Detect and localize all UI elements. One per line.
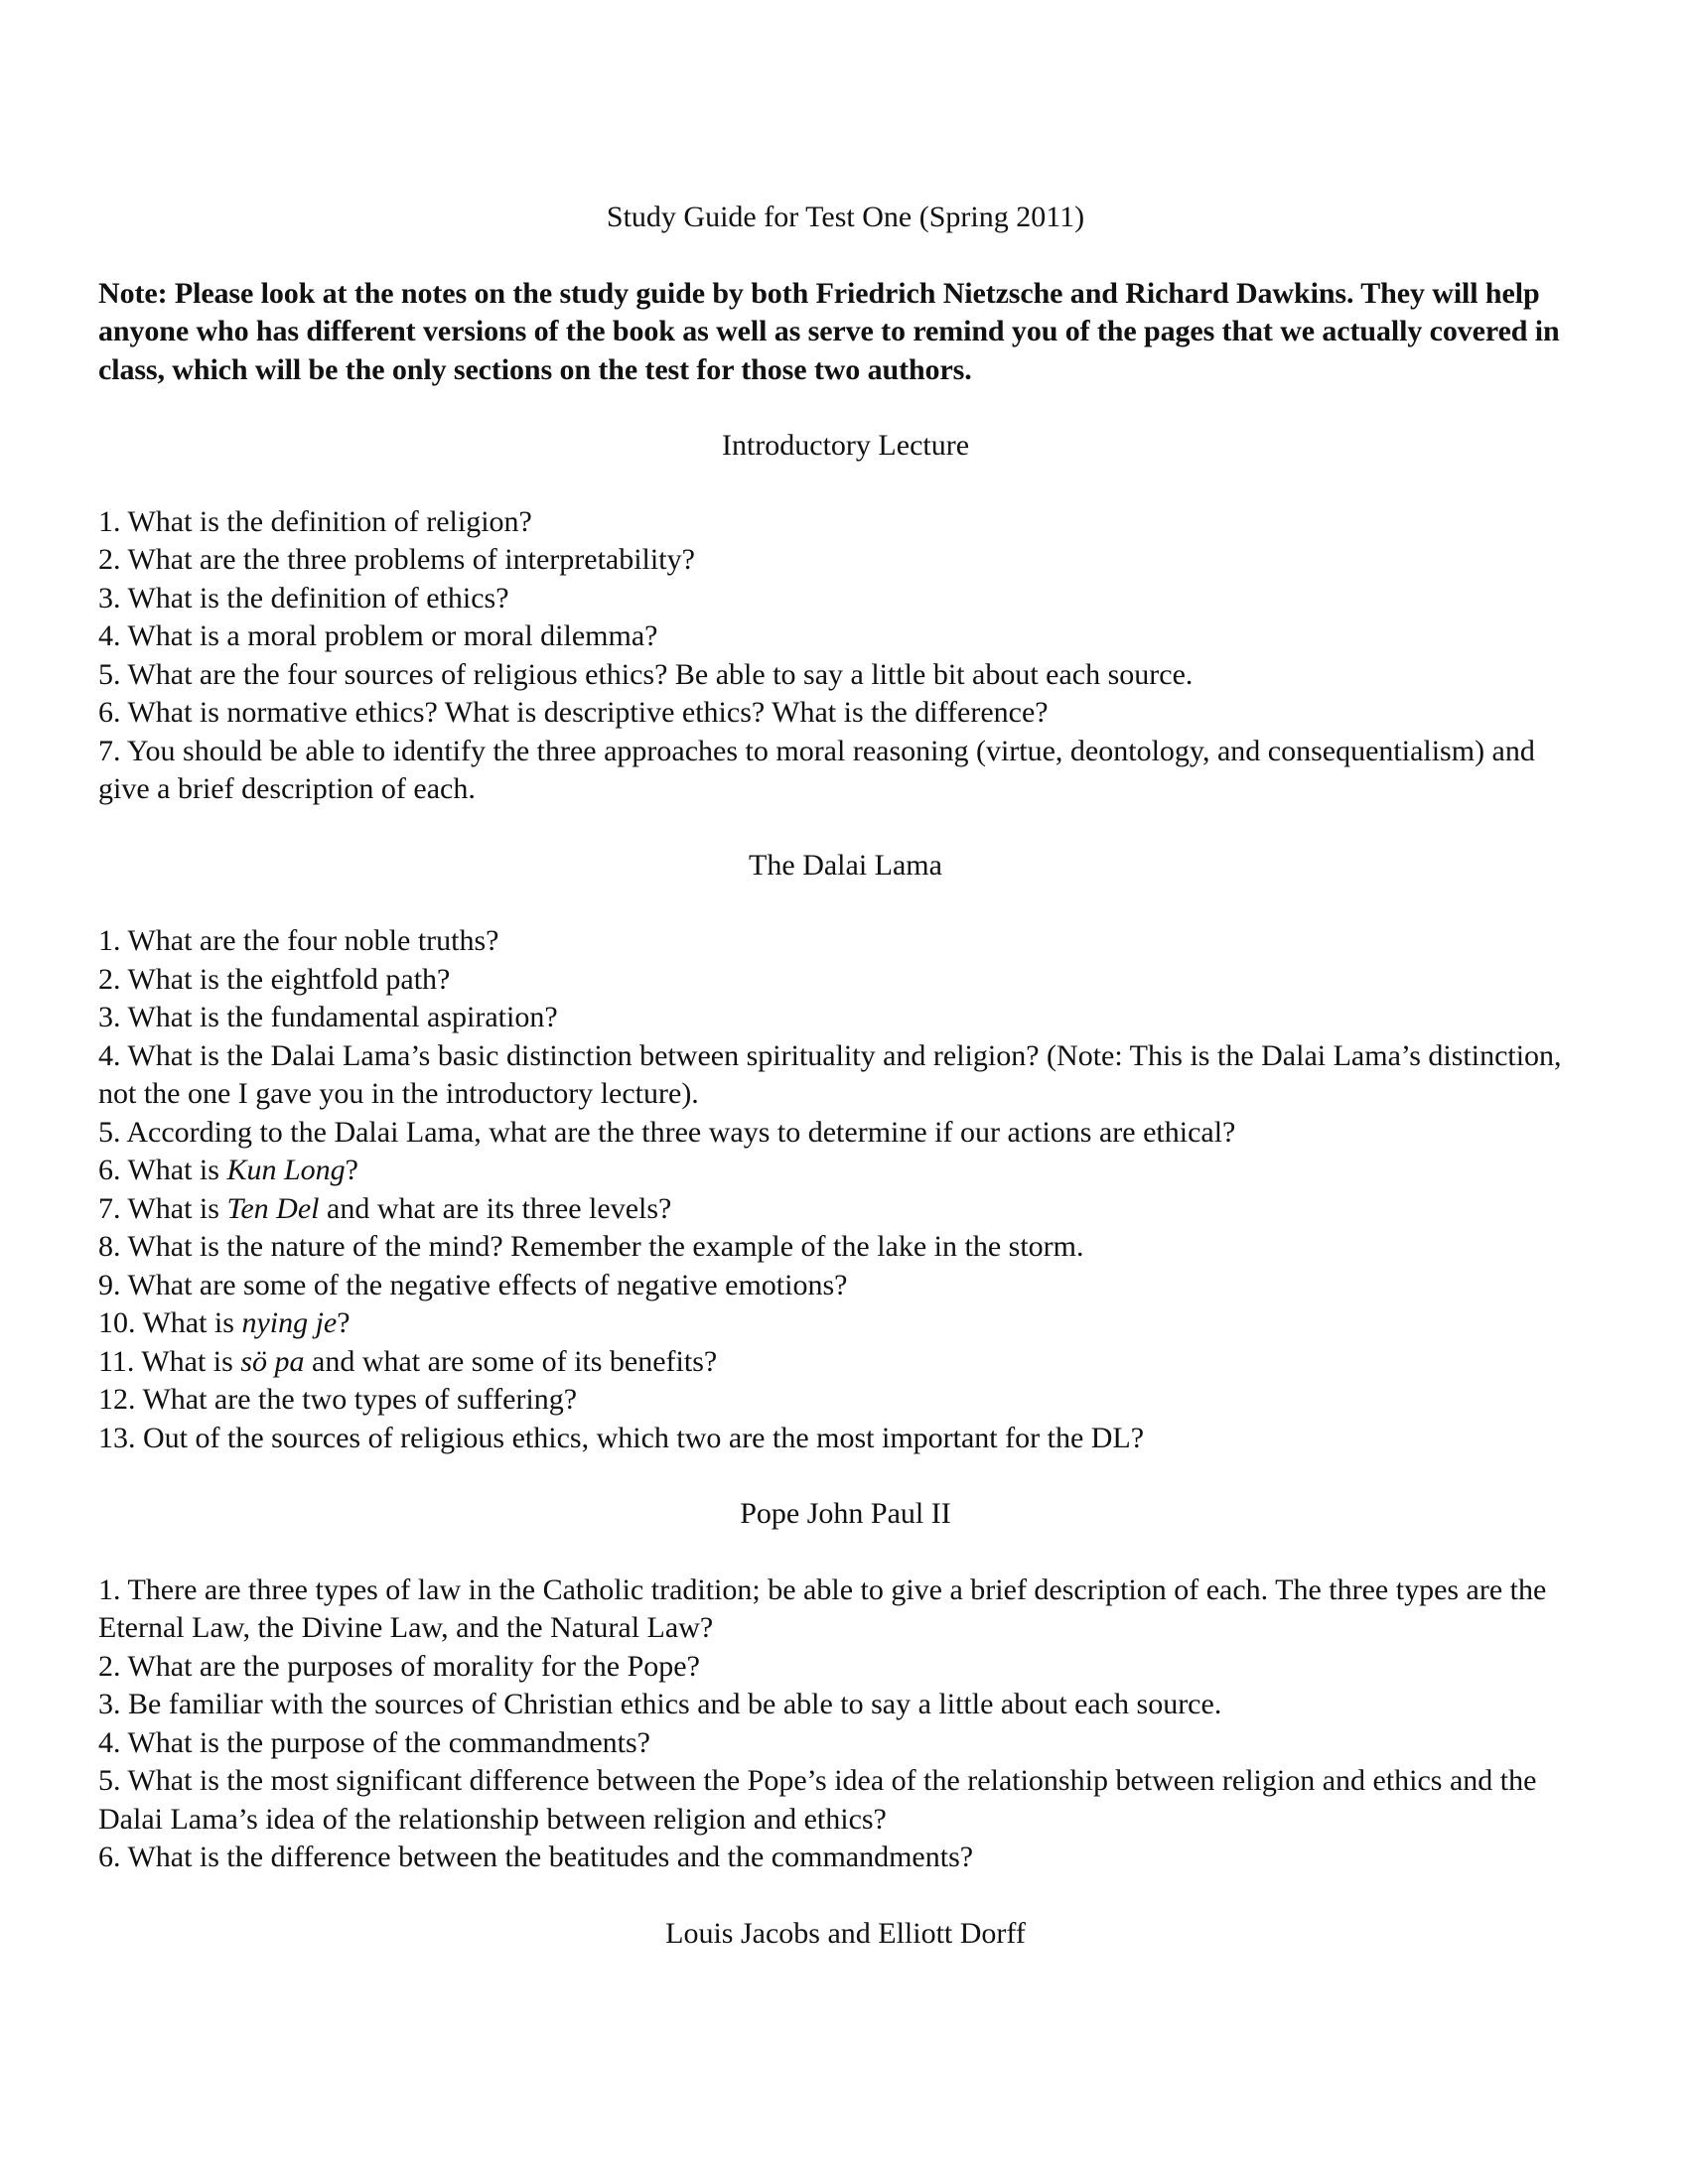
question-item [98,1762,1593,1839]
question-item [98,503,1593,542]
question-text: 6. What is [98,1154,227,1186]
question-item [98,1343,1593,1382]
question-text: 2. What are the three problems of interpretability? [98,543,695,576]
question-text: 3. What is the fundamental aspiration? [98,1001,558,1033]
question-text: 10. What is [98,1306,242,1339]
question-item [98,1420,1593,1458]
question-item [98,694,1593,733]
question-text: 2. What is the eightfold path? [98,962,451,996]
question-item [98,617,1593,656]
sections-container [98,427,1593,1953]
question-item [98,541,1593,580]
question-text: 4. What is the purpose of the commandments? [98,1725,650,1759]
question-text: 5. What is the most significant difference between the Pope’s idea of the relationship between religion and ethics and the Dalai Lama’s idea of the relationship between religion and ethics? [98,1764,1537,1836]
question-text-tail: ? [345,1154,358,1186]
question-text: 12. What are the two types of suffering? [98,1383,578,1416]
question-item [98,1114,1593,1153]
question-text: 2. What are the purposes of morality for the Pope? [98,1649,700,1683]
question-item [98,1381,1593,1420]
question-item [98,1037,1593,1114]
question-text: 5. According to the Dalai Lama, what are the three ways to determine if our actions are ethical? [98,1115,1236,1149]
section-heading: Pope John Paul II [740,1497,951,1530]
note-paragraph: Note: Please look at the notes on the study guide by both Friedrich Nietzsche and Richard Dawkins. They will help anyone who has different versions of the book as well as serve to remind you of the pages that we actually covered in class, which will be the only sections on the test for those two authors. [98,276,1560,386]
question-item [98,580,1593,618]
question-text: 9. What are some of the negative effects of negative emotions? [98,1268,848,1301]
question-item [98,1190,1593,1229]
question-text: 5. What are the four sources of religious ethics? Be able to say a little bit about each source. [98,657,1194,691]
question-term: Ten Del [226,1191,320,1225]
section-heading: The Dalai Lama [749,848,942,882]
question-item [98,1724,1593,1763]
question-text: 1. There are three types of law in the Catholic tradition; be able to give a brief description of each. The three types are the Eternal Law, the Divine Law, and the Natural Law? [98,1572,1547,1644]
question-list [98,922,1593,1457]
question-item [98,922,1593,961]
section-heading: Louis Jacobs and Elliott Dorff [665,1916,1026,1950]
question-item [98,1648,1593,1687]
question-term: nying je [241,1306,338,1339]
question-item [98,1228,1593,1267]
question-list [98,503,1593,809]
page-title: Study Guide for Test One (Spring 2011) [606,201,1085,233]
question-text: 3. Be familiar with the sources of Christian ethics and be able to say a little about each source. [98,1688,1222,1720]
question-item [98,656,1593,695]
question-item [98,1267,1593,1305]
question-text: 13. Out of the sources of religious ethics, which two are the most important for the DL? [98,1421,1145,1454]
question-list [98,1571,1593,1877]
document-page [98,199,1593,1990]
question-text: 8. What is the nature of the mind? Remember the example of the lake in the storm. [98,1230,1084,1263]
question-text: 11. What is [98,1344,241,1378]
question-text: 7. What is [98,1191,227,1225]
question-item [98,999,1593,1037]
question-item [98,1304,1593,1343]
question-text: 1. What are the four noble truths? [98,924,499,957]
question-item [98,1686,1593,1724]
section-heading: Introductory Lecture [721,429,970,462]
question-text: 4. What is a moral problem or moral dilemma? [98,619,658,652]
question-text: 4. What is the Dalai Lama’s basic distinction between spirituality and religion? (Note: This is the Dalai Lama’s distinction, not the one I gave you in the introductory lecture). [98,1038,1562,1110]
question-item [98,1152,1593,1190]
question-text-tail: ? [337,1306,351,1339]
question-term: Kun Long [226,1154,346,1186]
question-text-tail: and what are some of its benefits? [304,1344,718,1378]
question-text: 7. You should be able to identify the three approaches to moral reasoning (virtue, deontology, and consequentialism) and give a brief description of each. [98,734,1535,805]
question-text-tail: and what are its three levels? [319,1191,672,1225]
question-item [98,733,1593,809]
question-term: sö pa [240,1344,305,1378]
question-text: 6. What is normative ethics? What is descriptive ethics? What is the difference? [98,696,1049,729]
question-text: 1. What is the definition of religion? [98,504,532,538]
question-item [98,1571,1593,1648]
question-text: 6. What is the difference between the beatitudes and the commandments? [98,1841,974,1873]
question-text: 3. What is the definition of ethics? [98,581,509,614]
question-item [98,961,1593,1000]
question-item [98,1839,1593,1877]
